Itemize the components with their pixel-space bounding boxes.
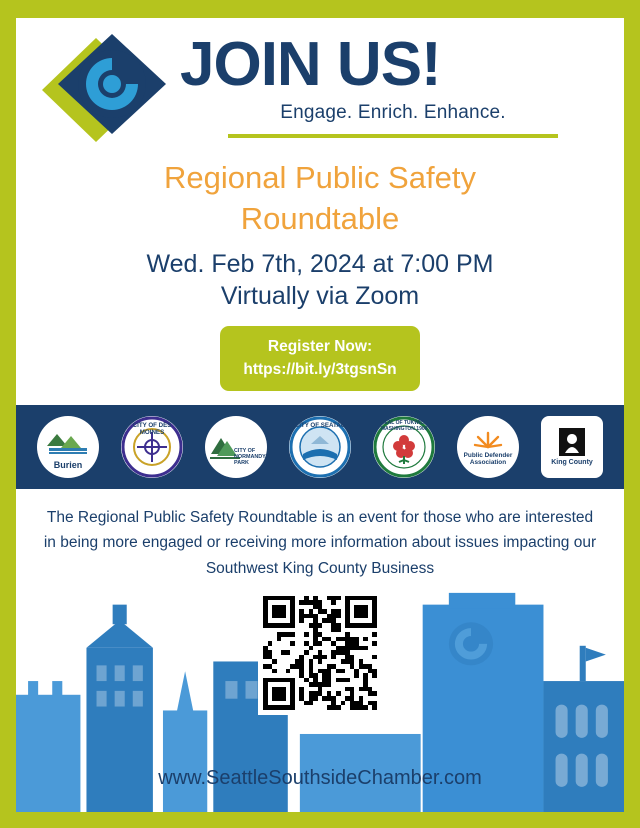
flyer-inner — [16, 18, 624, 812]
event-description: The Regional Public Safety Roundtable is an event for those who are interested in being more engaged or receiving more information about issues impacting our Southwest King County Business — [43, 509, 597, 577]
partner-logo-strip — [16, 405, 624, 489]
partner-logo-seatac — [289, 416, 351, 478]
tagline: Engage. Enrich. Enhance. — [280, 102, 506, 124]
partner-logo-des-moines — [121, 416, 183, 478]
partner-label-seatac: CITY OF SEATAC — [294, 422, 346, 430]
partner-label-tukwila: SEAL OF TUKWILA WASHINGTON 1908 — [380, 420, 428, 432]
partner-logo-king-county — [541, 416, 603, 478]
header-text — [174, 29, 606, 139]
spiral-swirl-logo-icon — [34, 32, 174, 142]
register-label: Register Now: — [267, 337, 373, 355]
skyline-footer — [16, 587, 624, 812]
partner-logo-burien — [37, 416, 99, 478]
partner-label-king-county: King County — [551, 459, 593, 467]
partner-logo-public-defender-association — [457, 416, 519, 478]
event-title-line1: Regional Public Safety — [164, 160, 476, 195]
register-button[interactable] — [220, 326, 420, 392]
register-url[interactable]: https://bit.ly/3tgsnSn — [243, 361, 397, 379]
qr-code[interactable] — [258, 591, 382, 715]
partner-logo-normandy-park — [205, 416, 267, 478]
partner-label-des-moines: CITY OF DES MOINES — [132, 422, 172, 437]
divider-rule — [228, 134, 558, 138]
partner-logo-tukwila — [373, 416, 435, 478]
partner-label-burien: Burien — [53, 460, 83, 471]
partner-label-normandy-park: CITY OF NORMANDY PARK — [234, 448, 266, 467]
website-url[interactable]: www.SeattleSouthsideChamber.com — [158, 767, 482, 789]
event-mode: Virtually via Zoom — [220, 281, 420, 310]
event-section — [16, 142, 624, 391]
event-date: Wed. Feb 7th, 2024 at 7:00 PM — [146, 249, 494, 278]
page-title: JOIN US! — [180, 29, 441, 99]
header — [16, 18, 624, 142]
partner-label-pda: Public Defender Association — [463, 451, 513, 466]
event-title-line2: Roundtable — [240, 200, 400, 236]
